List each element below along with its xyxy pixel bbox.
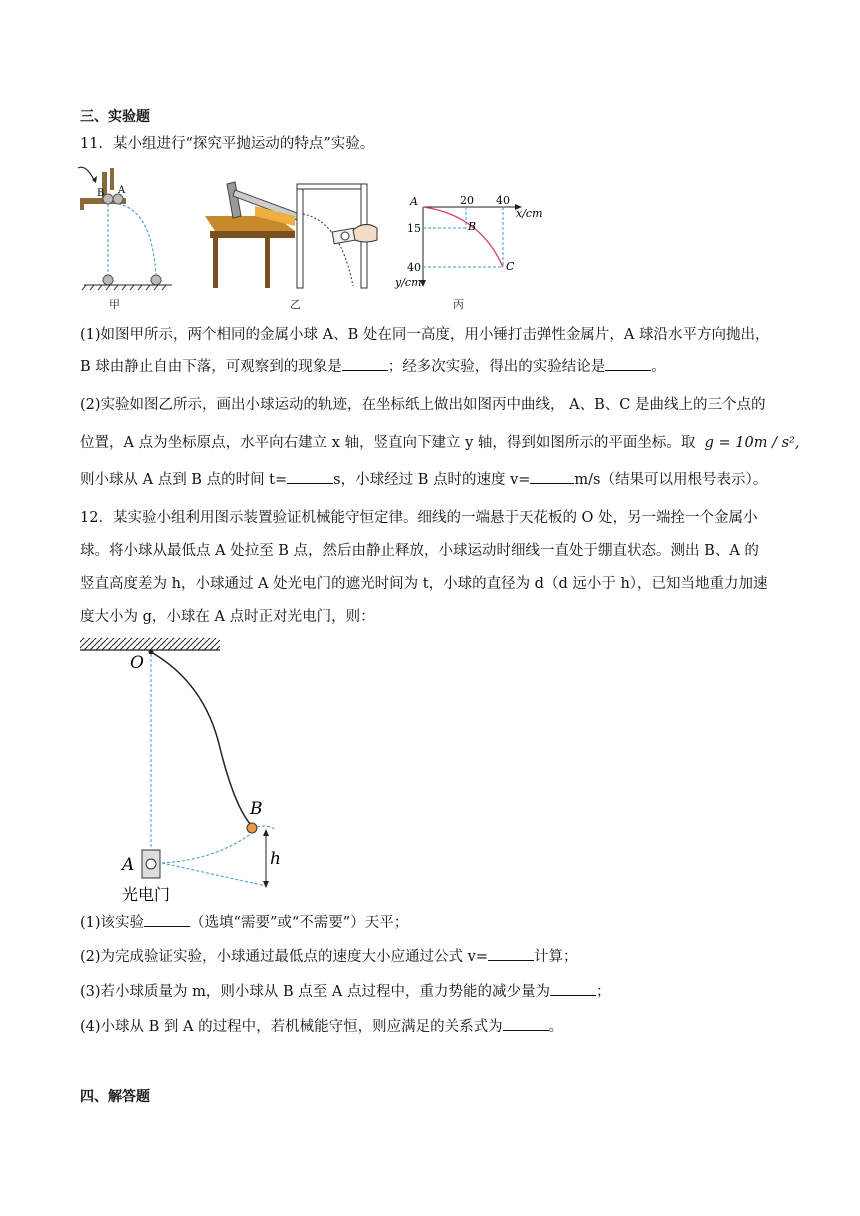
height-h-label: h	[270, 849, 281, 869]
q12-sub1: (1)该实验 （选填“需要”或“不需要”）天平；	[80, 912, 408, 934]
q12-line3: 竖直高度差为 h，小球通过 A 处光电门的遮光时间为 t，小球的直径为 d（d 远小于 h），已知当地重力加速	[80, 576, 768, 592]
figure-yi-apparatus	[205, 176, 380, 291]
question-11-stem: 11．某小组进行“探究平抛运动的特点”实验。	[80, 136, 375, 152]
q11-part1-line2: B 球由静止自由下落，可观察到的现象是 ；经多次实验，得出的实验结论是 。	[80, 356, 666, 378]
q12-line1: 12．某实验小组利用图示装置验证机械能守恒定律。细线的一端悬于天花板的 O 处，另一端拴一个金属小	[80, 510, 758, 526]
answer-blank[interactable]	[342, 356, 388, 371]
graph-point-c-label: C	[506, 260, 515, 273]
q11-part2-line2: 位置，A 点为坐标原点，水平向右建立 x 轴，竖直向下建立 y 轴，得到如图所示的平面坐标。取 g = 10m / s²,	[80, 435, 800, 451]
figure-bing-caption: 丙	[453, 298, 464, 311]
section-title-experiment: 三、实验题	[80, 109, 150, 125]
point-b-label: B	[250, 799, 263, 819]
ball-a-label: A	[118, 185, 126, 196]
graph-y-tick-40: 40	[407, 261, 421, 274]
answer-blank[interactable]	[488, 946, 534, 961]
answer-blank[interactable]	[287, 469, 333, 484]
q12-sub2: (2)为完成验证实验，小球通过最低点的速度大小应通过公式 v= 计算；	[80, 946, 578, 968]
ball-b-label: B	[97, 188, 105, 199]
q11-part2-line3: 则小球从 A 点到 B 点的时间 t= s，小球经过 B 点时的速度 v= m/s（结果可以用根号表示）。	[80, 469, 767, 491]
graph-x-axis-label: x/cm	[516, 207, 543, 220]
graph-x-tick-20: 20	[460, 194, 474, 207]
gravity-formula: g = 10m / s²,	[704, 435, 800, 451]
pendulum-diagram	[70, 628, 300, 908]
graph-y-axis-label: y/cm	[395, 276, 422, 289]
graph-y-tick-15: 15	[407, 222, 421, 235]
point-o-label: O	[130, 653, 144, 673]
point-a-label: A	[122, 855, 135, 875]
q12-sub4: (4)小球从 B 到 A 的过程中，若机械能守恒，则应满足的关系式为 。	[80, 1016, 563, 1038]
answer-blank[interactable]	[144, 912, 190, 927]
q11-part2-line1: (2)实验如图乙所示，画出小球运动的轨迹，在坐标纸上做出如图丙中曲线， A、B、C 是曲线上的三个点的	[80, 397, 766, 413]
section-title-solutions: 四、解答题	[80, 1089, 150, 1105]
answer-blank[interactable]	[503, 1016, 549, 1031]
graph-origin-label: A	[410, 195, 418, 208]
graph-point-b-label: B	[468, 220, 477, 233]
figure-yi-caption: 乙	[290, 298, 301, 311]
graph-x-tick-40: 40	[496, 194, 510, 207]
q12-line2: 球。将小球从最低点 A 处拉至 B 点，然后由静止释放，小球运动时细线一直处于绷直状态。测出 B、A 的	[80, 543, 759, 559]
figure-jia-apparatus	[72, 160, 182, 300]
answer-blank[interactable]	[605, 356, 651, 371]
q11-part1-line1: (1)如图甲所示，两个相同的金属小球 A、B 处在同一高度，用小锤打击弹性金属片，A 球沿水平方向抛出，	[80, 327, 770, 343]
photogate-label: 光电门	[122, 885, 171, 904]
q12-line4: 度大小为 g，小球在 A 点时正对光电门，则：	[80, 609, 375, 625]
figure-jia-caption: 甲	[109, 298, 120, 311]
answer-blank[interactable]	[550, 981, 596, 996]
q12-sub3: (3)若小球质量为 m，则小球从 B 点至 A 点过程中，重力势能的减少量为 ；	[80, 981, 610, 1003]
figure-bing-graph	[395, 190, 550, 295]
answer-blank[interactable]	[530, 469, 574, 484]
